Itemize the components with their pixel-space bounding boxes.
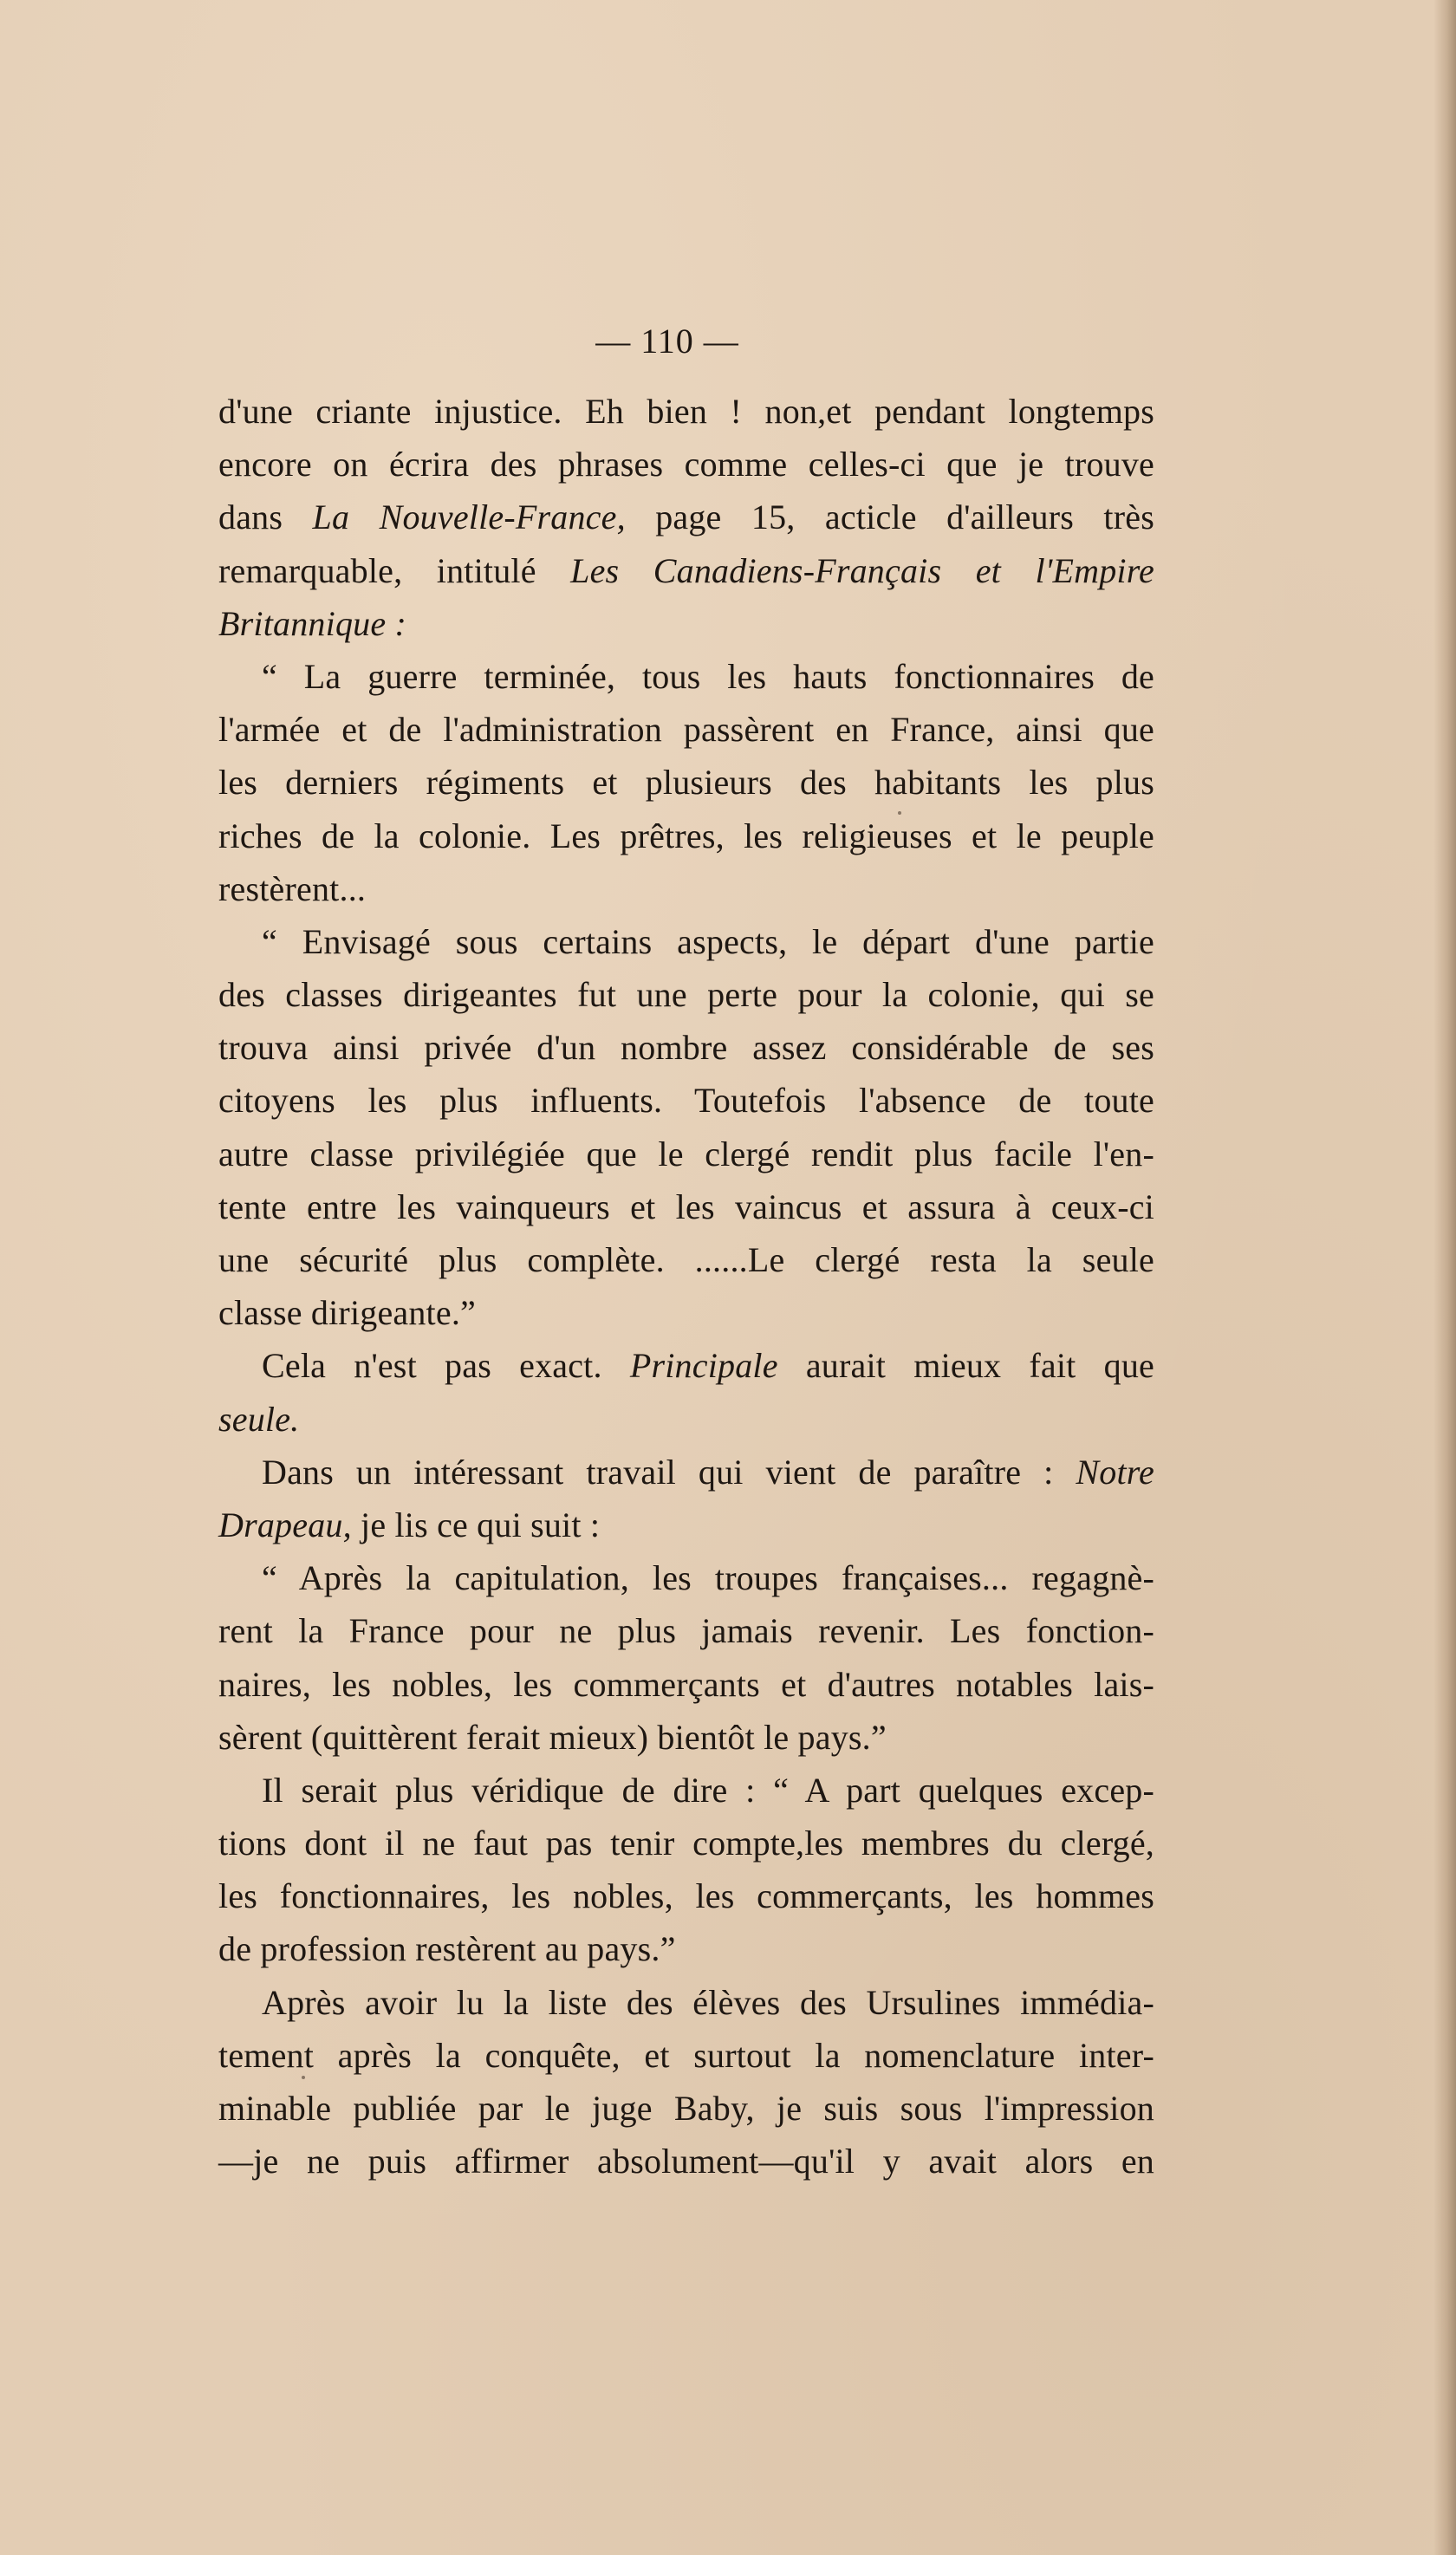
text-segment: page 15, acticle d'ailleurs très xyxy=(625,497,1154,537)
text-segment: tions dont il ne faut pas tenir compte,les membres du clergé, xyxy=(218,1824,1154,1863)
text-line xyxy=(218,2135,1154,2188)
text-line xyxy=(218,491,1154,543)
text-segment: sèrent (quittèrent ferait mieux) bientôt le pays.” xyxy=(218,1717,887,1757)
text-line xyxy=(218,1446,1154,1499)
text-line xyxy=(218,968,1154,1021)
text-segment: naires, les nobles, les commerçants et d'autres notables lais- xyxy=(218,1664,1154,1704)
text-line xyxy=(218,1021,1154,1074)
text-segment: dans xyxy=(218,497,313,537)
text-line xyxy=(218,1976,1154,2029)
italic-text: Principale xyxy=(629,1346,778,1386)
italic-text: Drapeau, xyxy=(218,1505,352,1544)
text-line xyxy=(218,756,1154,809)
text-line xyxy=(218,1499,1154,1551)
text-line xyxy=(218,862,1154,915)
text-line xyxy=(218,438,1154,491)
text-segment: trouva ainsi privée d'un nombre assez considérable de ses xyxy=(218,1028,1154,1068)
text-line xyxy=(218,1869,1154,1922)
text-segment: l'armée et de l'administration passèrent en France, ainsi que xyxy=(218,710,1154,750)
text-line xyxy=(218,1074,1154,1127)
text-segment: remarquable, intitulé xyxy=(218,550,571,590)
paper-speck xyxy=(302,2076,305,2079)
text-segment: Après avoir lu la liste des élèves des Ursulines immédia- xyxy=(262,1982,1154,2022)
text-line xyxy=(218,1604,1154,1657)
text-segment: tente entre les vainqueurs et les vaincus et assura à ceux-ci xyxy=(218,1186,1154,1226)
page-number: — 110 — xyxy=(595,322,739,361)
text-segment: —je ne puis affirmer absolument—qu'il y avait alors en xyxy=(218,2142,1154,2181)
italic-text: Les Canadiens-Français et l'Empire xyxy=(570,550,1154,590)
text-line xyxy=(218,1922,1154,1975)
text-segment: de profession restèrent au pays.” xyxy=(218,1929,676,1969)
text-line xyxy=(218,597,1154,650)
page-edge-shadow xyxy=(1433,0,1456,2555)
text-line xyxy=(218,1658,1154,1711)
text-line xyxy=(218,1764,1154,1817)
text-line xyxy=(218,703,1154,756)
text-line xyxy=(218,544,1154,597)
text-segment: minable publiée par le juge Baby, je suis sous l'impression xyxy=(218,2089,1154,2128)
paper-speck xyxy=(898,811,901,815)
body-text xyxy=(218,385,1154,2188)
italic-text: Notre xyxy=(1076,1452,1154,1492)
text-line xyxy=(218,1339,1154,1392)
text-segment: “ Envisagé sous certains aspects, le départ d'une partie xyxy=(262,921,1154,961)
text-segment: les derniers régiments et plusieurs des habitants les plus xyxy=(218,763,1154,803)
text-line xyxy=(218,1393,1154,1446)
text-segment: classe dirigeante.” xyxy=(218,1293,476,1333)
text-segment: “ La guerre terminée, tous les hauts fonctionnaires de xyxy=(262,656,1154,696)
text-line xyxy=(218,650,1154,703)
text-segment: Dans un intéressant travail qui vient de paraître : xyxy=(262,1452,1076,1492)
text-segment: citoyens les plus influents. Toutefois l'absence de toute xyxy=(218,1081,1154,1121)
text-segment: aurait mieux fait que xyxy=(777,1346,1154,1386)
text-line xyxy=(218,1286,1154,1339)
italic-text: Britannique : xyxy=(218,603,407,643)
text-segment: une sécurité plus complète. ......Le clergé resta la seule xyxy=(218,1240,1154,1279)
text-line xyxy=(218,2029,1154,2082)
text-segment: encore on écrira des phrases comme celles-ci que je trouve xyxy=(218,445,1154,484)
text-line xyxy=(218,2082,1154,2135)
text-line xyxy=(218,385,1154,438)
text-segment: des classes dirigeantes fut une perte pour la colonie, qui se xyxy=(218,975,1154,1015)
text-line xyxy=(218,1180,1154,1233)
text-line xyxy=(218,1128,1154,1180)
text-segment: tement après la conquête, et surtout la nomenclature inter- xyxy=(218,2035,1154,2075)
text-segment: “ Après la capitulation, les troupes françaises... regagnè- xyxy=(262,1558,1154,1598)
text-segment: Cela n'est pas exact. xyxy=(262,1346,630,1386)
text-line xyxy=(218,915,1154,968)
text-segment: restèrent... xyxy=(218,868,367,908)
text-segment: autre classe privilégiée que le clergé rendit plus facile l'en- xyxy=(218,1134,1154,1173)
text-segment: d'une criante injustice. Eh bien ! non,et pendant longtemps xyxy=(218,392,1154,431)
italic-text: La Nouvelle-France, xyxy=(312,497,626,537)
text-line xyxy=(218,1551,1154,1604)
text-line xyxy=(218,1233,1154,1286)
text-segment: riches de la colonie. Les prêtres, les religieuses et le peuple xyxy=(218,816,1154,855)
text-line xyxy=(218,809,1154,862)
text-line xyxy=(218,1711,1154,1764)
text-segment: je lis ce qui suit : xyxy=(351,1505,601,1544)
text-segment: rent la France pour ne plus jamais revenir. Les fonction- xyxy=(218,1611,1154,1651)
text-line xyxy=(218,1817,1154,1869)
text-segment: Il serait plus véridique de dire : “ A part quelques excep- xyxy=(262,1770,1154,1810)
italic-text: seule. xyxy=(218,1399,300,1439)
text-segment: les fonctionnaires, les nobles, les commerçants, les hommes xyxy=(218,1876,1154,1916)
